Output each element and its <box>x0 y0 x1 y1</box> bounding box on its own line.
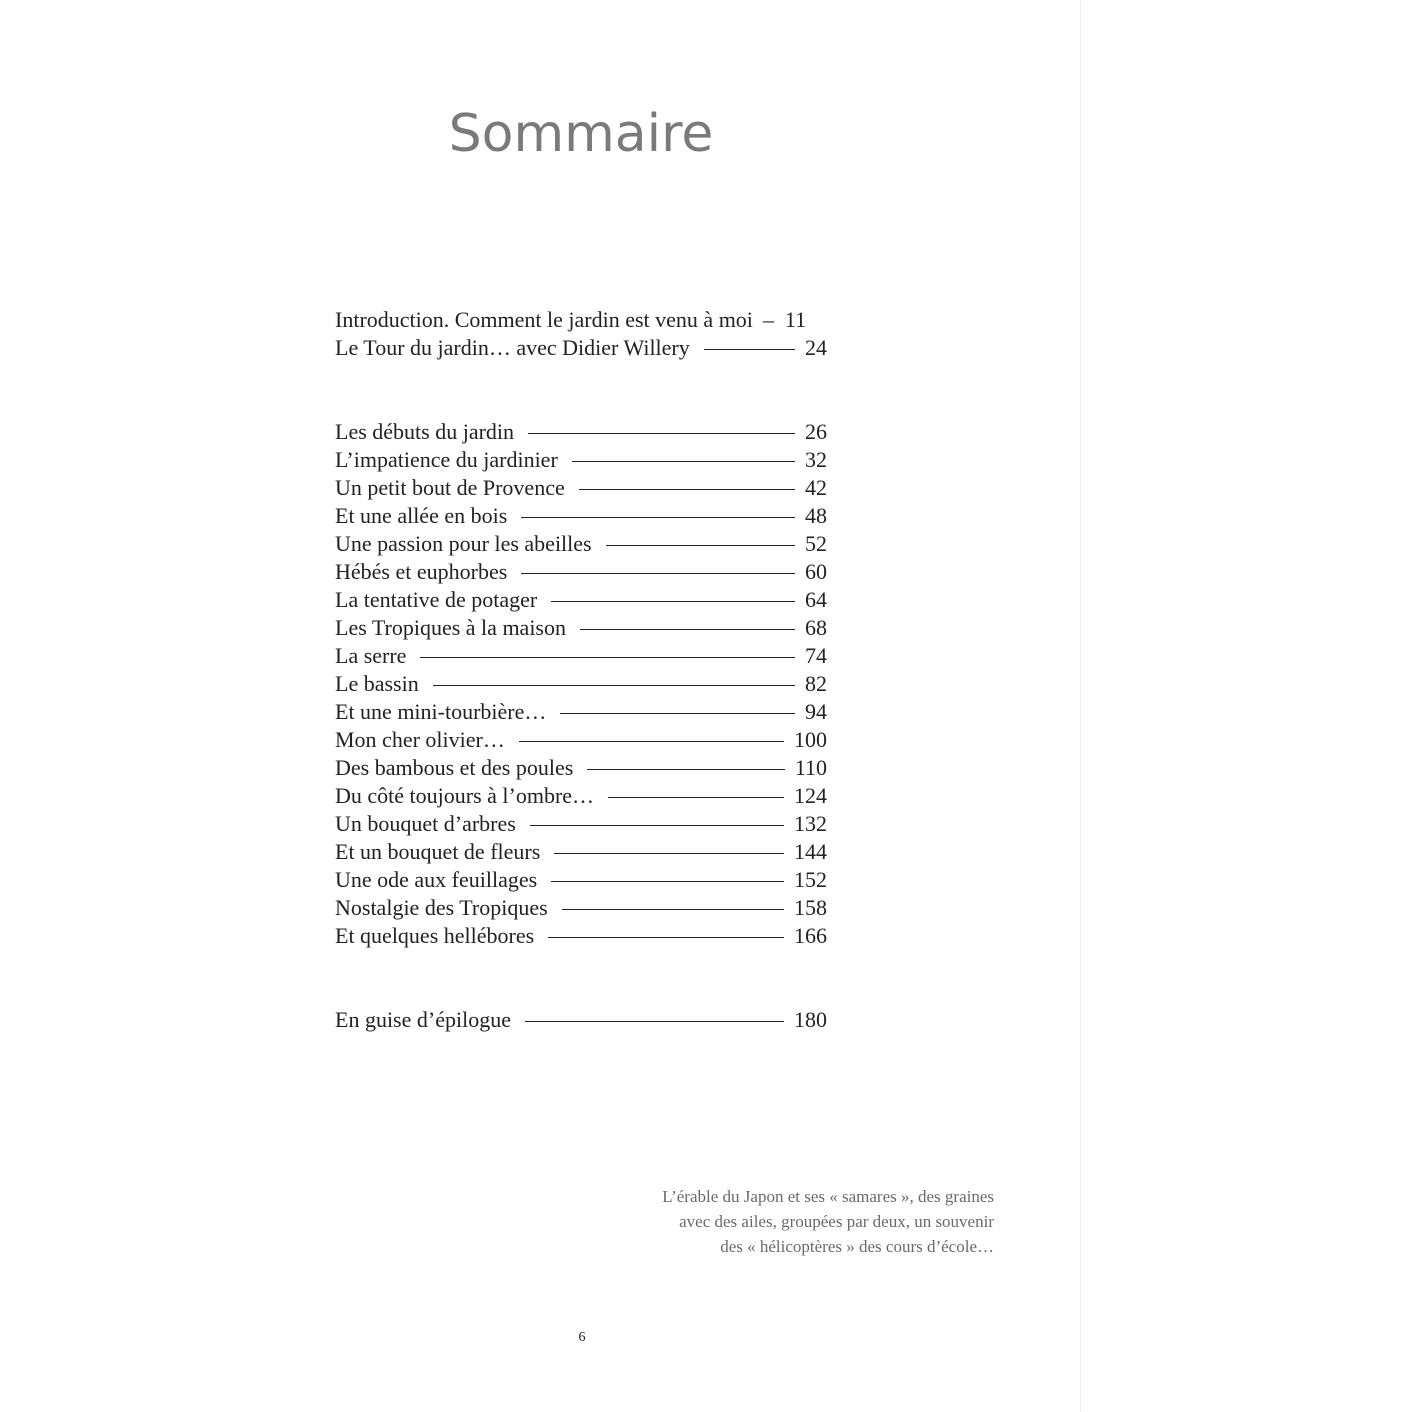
toc-entry-page: 42 <box>805 475 827 500</box>
caption-line: L’érable du Japon et ses « samares », des graines <box>662 1187 994 1206</box>
toc-entry-label: Nostalgie des Tropiques <box>335 895 548 920</box>
toc-entry-label: Mon cher olivier… <box>335 727 505 752</box>
toc-entry-page: 74 <box>805 643 827 668</box>
toc-entry-label: La tentative de potager <box>335 587 538 612</box>
toc-entry-label: Du côté toujours à l’ombre… <box>335 783 595 808</box>
toc-entry-page: 94 <box>805 699 827 724</box>
toc-entry <box>335 670 827 698</box>
toc-entry-page: 158 <box>794 895 827 920</box>
toc-entry-page: 48 <box>805 503 827 528</box>
toc-entry <box>335 782 827 810</box>
caption-line: des « hélicoptères » des cours d’école… <box>720 1237 994 1256</box>
toc-leader-line <box>420 657 795 658</box>
toc-leader-line <box>580 629 795 630</box>
toc-entry <box>335 642 827 670</box>
toc-entry-label: En guise d’épilogue <box>335 1007 511 1032</box>
toc-entry <box>335 334 827 362</box>
toc-entry <box>335 306 827 334</box>
toc-entry-page: 32 <box>805 447 827 472</box>
toc-entry-page: 180 <box>794 1007 827 1032</box>
toc-leader-line <box>548 937 784 938</box>
toc-leader-line <box>572 461 795 462</box>
toc-entry-dash: – <box>762 307 774 332</box>
toc-entry <box>335 922 827 950</box>
toc-entry <box>335 866 827 894</box>
toc-entry-page: 152 <box>794 867 827 892</box>
toc-entry <box>335 838 827 866</box>
toc-entry-page: 124 <box>794 783 827 808</box>
toc-entry-page: 24 <box>805 335 827 360</box>
toc-chapters-group <box>335 418 827 950</box>
toc-leader-line <box>551 601 795 602</box>
toc-leader-line <box>525 1021 784 1022</box>
toc-entry <box>335 698 827 726</box>
toc-leader-line <box>551 881 784 882</box>
toc-leader-line <box>521 517 795 518</box>
toc-entry-page: 26 <box>805 419 827 444</box>
toc-entry-label: Et un bouquet de fleurs <box>335 839 541 864</box>
toc-entry-label: Et une mini-tourbière… <box>335 699 547 724</box>
toc-entry <box>335 530 827 558</box>
toc-entry-page: 100 <box>794 727 827 752</box>
toc-entry-page: 144 <box>794 839 827 864</box>
toc-leader-line <box>579 489 795 490</box>
caption-line: avec des ailes, groupées par deux, un souvenir <box>679 1212 994 1231</box>
toc-entry-label: Les Tropiques à la maison <box>335 615 566 640</box>
toc-entry-label: Le bassin <box>335 671 419 696</box>
toc-entry-page: 68 <box>805 615 827 640</box>
toc-intro-group <box>335 306 827 362</box>
page-title: Sommaire <box>448 104 714 164</box>
toc-leader-line <box>704 349 795 350</box>
toc-entry <box>335 502 827 530</box>
page-edge <box>1080 0 1081 1412</box>
toc-leader-line <box>528 433 795 434</box>
toc-entry-label: Hébés et euphorbes <box>335 559 508 584</box>
toc-entry-label: Les débuts du jardin <box>335 419 515 444</box>
toc-entry-label: Introduction. Comment le jardin est venu à moi <box>335 307 753 332</box>
toc-entry-label: La serre <box>335 643 407 668</box>
toc-leader-line <box>519 741 784 742</box>
toc-leader-line <box>554 853 784 854</box>
toc-entry-page: 82 <box>805 671 827 696</box>
toc-entry <box>335 418 827 446</box>
photo-caption <box>560 1184 994 1259</box>
toc-entry-label: Des bambous et des poules <box>335 755 574 780</box>
toc-entry <box>335 586 827 614</box>
toc-entry <box>335 1006 827 1034</box>
toc-leader-line <box>521 573 795 574</box>
toc-leader-line <box>530 825 784 826</box>
toc-entry-page: 166 <box>794 923 827 948</box>
toc-leader-line <box>560 713 795 714</box>
toc-entry <box>335 894 827 922</box>
toc-entry-label: Le Tour du jardin… avec Didier Willery <box>335 335 690 360</box>
toc-entry <box>335 754 827 782</box>
toc-entry <box>335 446 827 474</box>
toc-leader-line <box>433 685 795 686</box>
toc-entry-label: Et une allée en bois <box>335 503 508 528</box>
toc-leader-line <box>606 545 795 546</box>
toc-entry-page: 60 <box>805 559 827 584</box>
toc-entry <box>335 726 827 754</box>
toc-entry-page: 11 <box>784 307 807 332</box>
toc-entry-page: 64 <box>805 587 827 612</box>
toc-entry <box>335 474 827 502</box>
toc-entry <box>335 810 827 838</box>
page-number: 6 <box>578 1330 586 1345</box>
toc-leader-line <box>587 769 785 770</box>
toc-entry-label: L’impatience du jardinier <box>335 447 558 472</box>
toc-leader-line <box>608 797 784 798</box>
toc-entry-label: Un bouquet d’arbres <box>335 811 516 836</box>
toc-epilogue-group <box>335 1006 827 1034</box>
toc-entry-label: Un petit bout de Provence <box>335 475 565 500</box>
toc-entry-page: 52 <box>805 531 827 556</box>
toc-entry-label: Et quelques hellébores <box>335 923 535 948</box>
toc-entry-label: Une ode aux feuillages <box>335 867 538 892</box>
toc-entry-page: 110 <box>794 755 827 780</box>
toc-leader-line <box>562 909 784 910</box>
toc-entry <box>335 558 827 586</box>
toc-entry <box>335 614 827 642</box>
toc-entry-label: Une passion pour les abeilles <box>335 531 592 556</box>
toc-entry-page: 132 <box>794 811 827 836</box>
